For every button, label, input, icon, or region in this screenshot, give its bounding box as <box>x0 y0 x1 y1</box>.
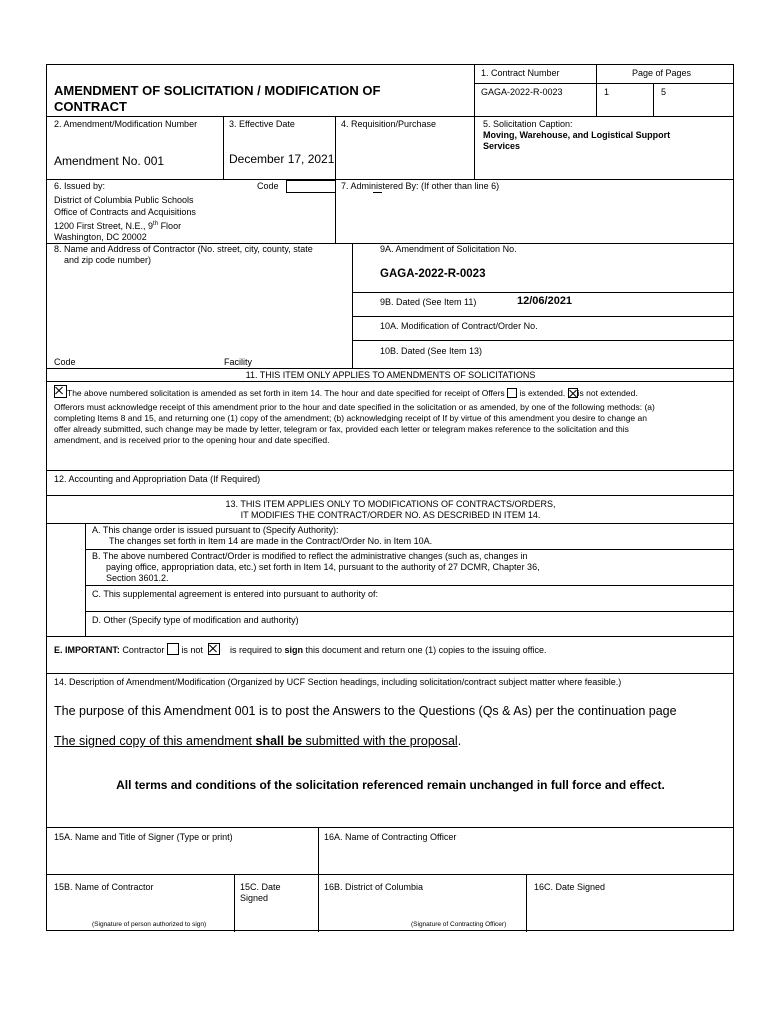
administered-by-label: 7. Administered By: (If other than line 6) <box>341 181 500 191</box>
extended-checkbox[interactable] <box>507 388 517 398</box>
signed-copy-note: The signed copy of this amendment shall be submitted with the proposal. <box>54 734 462 748</box>
issuer-city: Washington, DC 20002 <box>54 232 147 242</box>
rule <box>352 243 353 368</box>
rule <box>47 495 734 496</box>
dated-label: 9B. Dated (See Item 11) <box>380 297 477 307</box>
page-number: 1 <box>604 87 610 97</box>
not-extended-checkbox[interactable] <box>568 388 578 398</box>
rule <box>474 116 475 179</box>
amendment-number-label: 2. Amendment/Modification Number <box>54 119 198 129</box>
item11-line2: Offerors must acknowledge receipt of this amendment prior to the hour and date specified in the solicitation or as amended, by one of the following methods: (a) <box>54 402 655 412</box>
item13-b-line2: paying office, appropriation data, etc.) set forth in Item 14, pursuant to the authority of 27 DCMR, Chapter 36, <box>106 562 540 572</box>
rule <box>474 83 734 84</box>
rule <box>352 340 734 341</box>
rule <box>318 827 319 932</box>
rule <box>85 549 734 550</box>
rule <box>47 368 734 369</box>
checked-box-icon[interactable] <box>54 385 67 398</box>
important-row: E. IMPORTANT: Contractor is not is required to sign this document and return one (1) copies to the issuing office. <box>54 645 547 655</box>
contractor-code-label: Code <box>54 357 76 367</box>
contract-number-label: 1. Contract Number <box>481 68 560 78</box>
facility-label: Facility <box>224 357 253 367</box>
contractor-address-label-line2: and zip code number) <box>64 255 152 265</box>
total-pages: 5 <box>661 87 667 97</box>
rule <box>223 116 224 179</box>
item11-line4: offer already submitted, such change may be made by letter, telegram or fax, provided each letter or telegram makes reference to the solicitation and this <box>54 424 629 434</box>
rule <box>234 874 235 932</box>
item11-line5: amendment, and is received prior to the opening hour and date specified. <box>54 435 330 445</box>
item13-heading-line2: IT MODIFIES THE CONTRACT/ORDER NO. AS DESCRIBED IN ITEM 14. <box>240 510 541 520</box>
rule <box>85 523 86 636</box>
item13-a: A. This change order is issued pursuant to (Specify Authority): <box>92 525 339 535</box>
requisition-label: 4. Requisition/Purchase <box>341 119 437 129</box>
terms-unchanged: All terms and conditions of the solicitation referenced remain unchanged in full force and effect. <box>116 778 665 792</box>
item13-b: B. The above numbered Contract/Order is modified to reflect the administrative changes (such as, changes in <box>92 551 528 561</box>
solicitation-caption: Moving, Warehouse, and Logistical Support <box>483 130 671 140</box>
issuer-office: Office of Contracts and Acquisitions <box>54 207 196 217</box>
rule <box>85 611 734 612</box>
amendment-solicitation-number: GAGA-2022-R-0023 <box>380 268 486 280</box>
effective-date-label: 3. Effective Date <box>229 119 295 129</box>
rule <box>474 65 475 116</box>
amendment-solicitation-label: 9A. Amendment of Solicitation No. <box>380 244 517 254</box>
effective-date: December 17, 2021 <box>229 152 335 166</box>
item14-label: 14. Description of Amendment/Modification (Organized by UCF Section headings, including solicitation/contract subject matter where feasible.) <box>54 677 622 687</box>
rule <box>47 874 734 875</box>
item12-label: 12. Accounting and Appropriation Data (If Required) <box>54 474 261 484</box>
item13-b-line3: Section 3601.2. <box>106 573 169 583</box>
rule <box>653 83 654 116</box>
issuer-name: District of Columbia Public Schools <box>54 195 194 205</box>
rule <box>47 636 734 637</box>
district-label: 16B. District of Columbia <box>324 882 424 892</box>
item13-d: D. Other (Specify type of modification and authority) <box>92 615 299 625</box>
rule <box>596 65 597 116</box>
contract-number: GAGA-2022-R-0023 <box>481 87 563 97</box>
contractor-not-required-checkbox[interactable] <box>208 643 220 655</box>
rule <box>47 116 734 117</box>
rule <box>47 673 734 674</box>
rule <box>47 470 734 471</box>
rule <box>85 585 734 586</box>
solicitation-caption-label: 5. Solicitation Caption: <box>483 119 573 129</box>
issuer-address: 1200 First Street, N.E., 9th Floor <box>54 221 182 231</box>
item13-heading: 13. THIS ITEM APPLIES ONLY TO MODIFICATIONS OF CONTRACTS/ORDERS, <box>225 499 556 509</box>
amendment-purpose: The purpose of this Amendment 001 is to post the Answers to the Questions (Qs & As) per the continuation page <box>54 704 677 718</box>
contracting-officer-label: 16A. Name of Contracting Officer <box>324 832 457 842</box>
date-signed-16c-label: 16C. Date Signed <box>534 882 606 892</box>
item11-heading: 11. THIS ITEM ONLY APPLIES TO AMENDMENTS OF SOLICITATIONS <box>245 370 536 380</box>
modification-dated-label: 10B. Dated (See Item 13) <box>380 346 483 356</box>
rule <box>47 523 734 524</box>
rule <box>352 292 734 293</box>
issued-by-label: 6. Issued by: <box>54 181 106 191</box>
solicitation-caption-line2: Services <box>483 141 521 151</box>
page-of-pages-label: Page of Pages <box>632 68 692 78</box>
item13-c: C. This supplemental agreement is entered into pursuant to authority of: <box>92 589 378 599</box>
issued-code-label: Code <box>257 181 279 191</box>
rule <box>352 316 734 317</box>
form-title: AMENDMENT OF SOLICITATION / MODIFICATION OF <box>54 83 381 98</box>
amendment-form <box>46 64 734 931</box>
contractor-name-label: 15B. Name of Contractor <box>54 882 154 892</box>
contractor-required-checkbox[interactable] <box>167 643 179 655</box>
date-signed-label: 15C. Date <box>240 882 281 892</box>
officer-signature-caption: (Signature of Contracting Officer) <box>411 921 507 928</box>
contractor-address-label: 8. Name and Address of Contractor (No. street, city, county, state <box>54 244 313 254</box>
modification-label: 10A. Modification of Contract/Order No. <box>380 321 538 331</box>
rule <box>47 179 734 180</box>
date-signed-label-line2: Signed <box>240 893 269 903</box>
rule <box>47 827 734 828</box>
form-title-line2: CONTRACT <box>54 99 127 114</box>
item13-a-line2: The changes set forth in Item 14 are made in the Contract/Order No. in Item 10A. <box>109 536 433 546</box>
dated-value: 12/06/2021 <box>517 295 573 307</box>
signer-label: 15A. Name and Title of Signer (Type or print) <box>54 832 233 842</box>
rule <box>373 192 382 193</box>
item11-line3: completing Items 8 and 15, and returning one (1) copy of the amendment; (b) acknowledging receipt of If by virtue of this amendment you desire to change an <box>54 413 647 423</box>
contractor-signature-caption: (Signature of person authorized to sign) <box>92 921 207 928</box>
issued-code-box <box>286 180 336 193</box>
rule <box>47 381 734 382</box>
amendment-number: Amendment No. 001 <box>54 154 165 168</box>
item11-line1: The above numbered solicitation is amended as set forth in item 14. The hour and date specified for receipt of Offers is extended. is not extended. <box>54 385 638 399</box>
rule <box>526 874 527 932</box>
